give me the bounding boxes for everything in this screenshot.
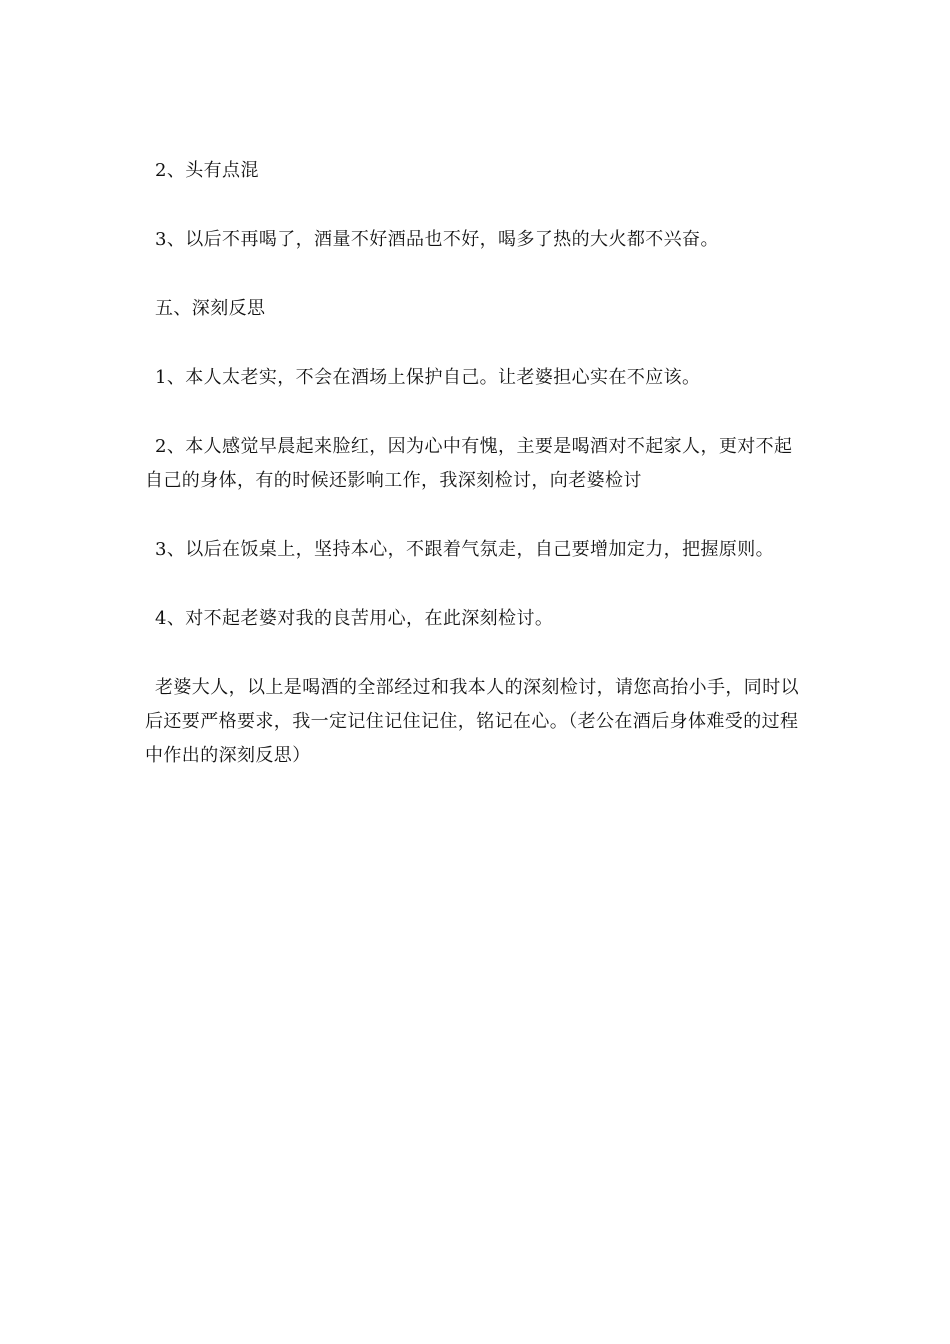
- paragraph-item-2: 2、头有点混: [155, 160, 259, 181]
- reflection-item-4: 4、对不起老婆对我的良苦用心，在此深刻检讨。: [155, 608, 554, 629]
- document-body: [145, 154, 805, 773]
- paragraph-item-3: 3、以后不再喝了，酒量不好酒品也不好，喝多了热的大火都不兴奋。: [155, 229, 719, 250]
- reflection-item-2: 2、本人感觉早晨起来脸红，因为心中有愧，主要是喝酒对不起家人，更对不起自己的身体，有的时候还影响工作，我深刻检讨，向老婆检讨: [145, 436, 793, 491]
- section-heading-reflection: 五、深刻反思: [155, 298, 266, 319]
- closing-paragraph: 老婆大人，以上是喝酒的全部经过和我本人的深刻检讨，请您高抬小手，同时以后还要严格要求，我一定记住记住记住，铭记在心。（老公在酒后身体难受的过程中作出的深刻反思）: [145, 677, 799, 766]
- reflection-item-1: 1、本人太老实，不会在酒场上保护自己。让老婆担心实在不应该。: [155, 367, 701, 388]
- reflection-item-3: 3、以后在饭桌上，坚持本心，不跟着气氛走，自己要增加定力，把握原则。: [155, 539, 775, 560]
